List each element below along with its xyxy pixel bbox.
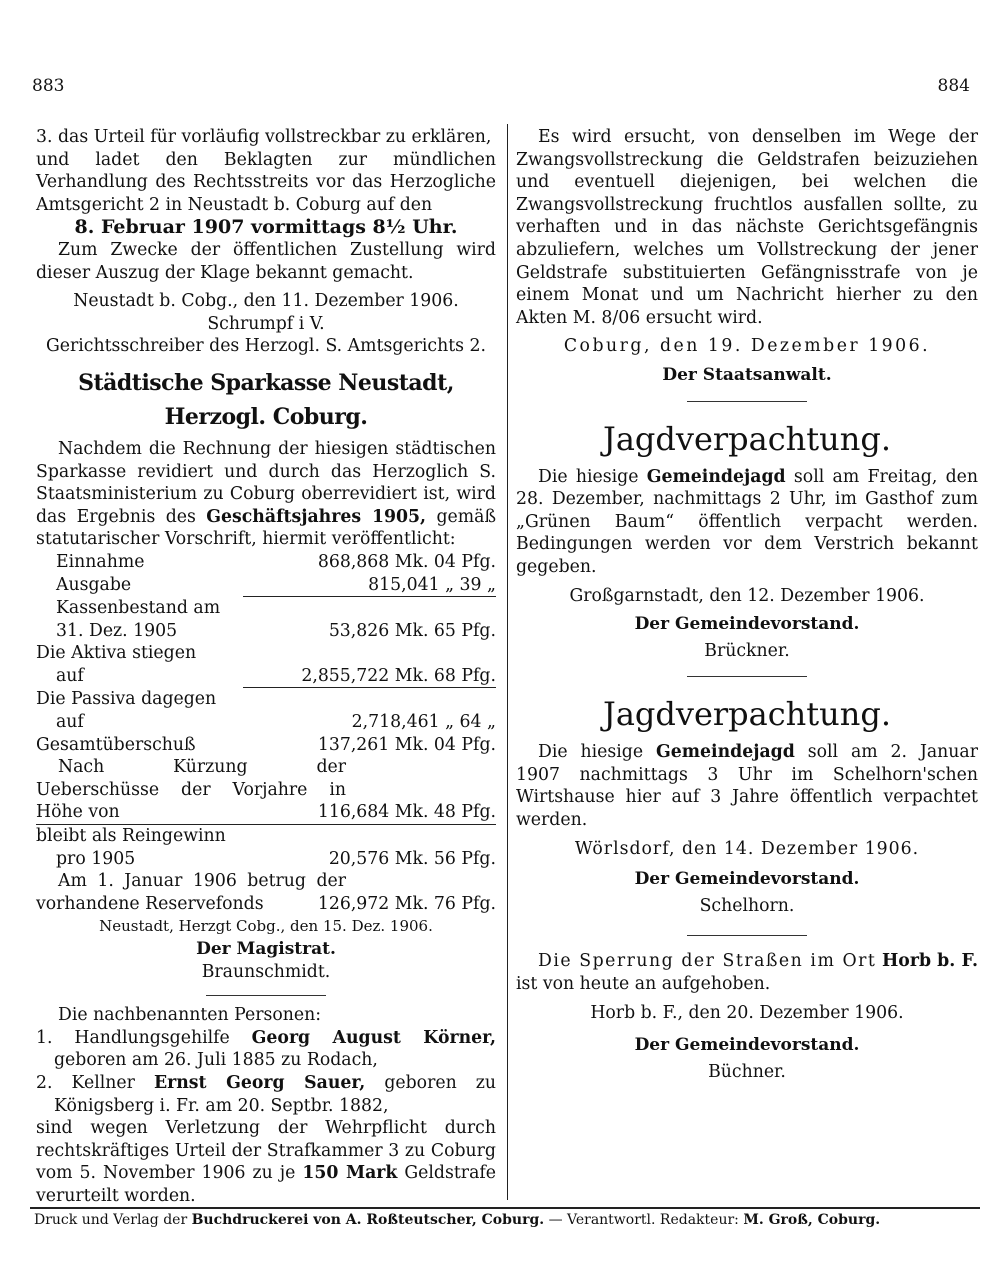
separator-right-1 [687, 401, 807, 402]
row-gesamt [36, 734, 496, 757]
jagd2-heading: Jagdverpachtung. [602, 695, 891, 734]
person1-pre: 1. Handlungsgehilfe [36, 1027, 230, 1048]
coburg-date: Coburg, den 19. Dezember 1906. [563, 336, 931, 357]
footer-redakteur: M. Groß, Coburg. [743, 1212, 881, 1228]
passiva-label-1: Die Passiva dagegen [36, 689, 217, 710]
row-ausgabe [36, 574, 496, 597]
magistrat-name: Braunschmidt. [201, 961, 331, 982]
sperrung-text: Die Sperrung der Straßen im Ort [538, 951, 877, 972]
clerk-name: Schrumpf i V. [207, 313, 325, 334]
einnahme-label: Einnahme [56, 551, 145, 572]
ladet-paragraph: und ladet den Beklagten zur mündlichen Verhandlung des Rechtsstreits vor das Herzogliche Amtsgericht 2 in Neustadt b. Coburg auf den [36, 149, 496, 215]
horb-name: Büchner. [708, 1061, 786, 1082]
jagd2-text: soll am 2. Januar 1907 nachmittags 3 Uhr im Schelhorn'schen Wirtshause hier auf 3 Jahre öffentlich verpachtet werden. [516, 742, 978, 831]
jagd1-bold: Gemeindejagd [646, 466, 786, 487]
left-column [36, 126, 496, 1208]
kassen-value: 53,826 Mk. 65 Pfg. [328, 620, 496, 641]
ausgabe-value: 815,041 „ 39 „ [243, 574, 496, 597]
sparkasse-text: Nachdem die Rechnung der hiesigen städtischen Sparkasse revidiert und durch das Herzoglich S. Staatsministerium zu Coburg oberrevidiert ist, wird das Ergebnis des [36, 438, 496, 527]
footer-verantwortl: — Verantwortl. Redakteur: [548, 1212, 739, 1228]
januar-paragraph: Am 1. Januar 1906 betrug der vorhandene Reservefonds [36, 871, 346, 914]
jagd1-heading: Jagdverpachtung. [602, 419, 891, 458]
footer-druck: Druck und Verlag der [34, 1212, 188, 1228]
person1-post: geboren am 26. Juli 1885 zu Rodach, [54, 1050, 378, 1071]
aktiva-label-2: auf [56, 666, 84, 687]
footer [34, 1212, 984, 1228]
jagd2-bold: Gemeindejagd [655, 742, 795, 763]
rein-label-2: pro 1905 [56, 848, 136, 869]
sparkasse-tail: gemäß statutarischer Vorschrift, hiermit veröffentlicht: [36, 506, 496, 550]
jagd1-pre: Die hiesige [538, 466, 639, 487]
footer-rule [30, 1207, 980, 1209]
persons-intro: Die nachbenannten Personen: [58, 1005, 322, 1026]
separator-right-3 [687, 935, 807, 936]
separator-right-2 [687, 676, 807, 677]
gesamt-value: 137,261 Mk. 04 Pfg. [317, 734, 496, 755]
passiva-value: 2,718,461 „ 64 „ [351, 712, 496, 733]
kassen-label-1: Kassenbestand am [56, 598, 221, 619]
kuerzung-paragraph: Nach Kürzung der Ueberschüsse der Vorjahre in Höhe von [36, 757, 346, 823]
sperrung-paragraph [516, 950, 978, 995]
horb-place: Horb b. F., den 20. Dezember 1906. [590, 1002, 904, 1023]
sperrung-tail: ist von heute an aufgehoben. [516, 974, 771, 995]
ausgabe-label: Ausgabe [56, 575, 132, 595]
row-rein-2 [36, 848, 496, 871]
clerk-office: Gerichtsschreiber des Herzogl. S. Amtsgerichts 2. [45, 336, 487, 357]
magistrat-place: Neustadt, Herzgt Cobg., den 15. Dez. 1906. [99, 917, 433, 936]
row-aktiva-1 [36, 642, 496, 665]
persons-tail: Geldstrafe verurteilt worden. [36, 1163, 496, 1206]
persons-text: sind wegen Verletzung der Wehrpflicht durch rechtskräftiges Urteil der Strafkammer 3 zu Coburg vom 5. November 1906 zu je [36, 1118, 496, 1184]
account-table [36, 551, 496, 756]
person1-name: Georg August Körner, [251, 1027, 496, 1048]
right-page-number: 884 [937, 76, 970, 96]
rein-table [36, 825, 496, 870]
row-kassen-2 [36, 620, 496, 643]
jagd1-paragraph [516, 466, 978, 579]
persons-fine: 150 Mark [302, 1163, 398, 1184]
right-column [516, 126, 978, 1083]
sperrung-bold: Horb b. F. [881, 951, 978, 972]
person-1 [36, 1027, 496, 1072]
row-einnahme [36, 551, 496, 574]
sparkasse-heading: Städtische Sparkasse Neustadt, Herzogl. Coburg. [78, 369, 454, 430]
jagd1-sig: Der Gemeindevorstand. [634, 614, 860, 635]
separator-left [206, 995, 326, 996]
jagd2-pre: Die hiesige [538, 742, 644, 763]
sparkasse-bold: Geschäftsjahres 1905, [206, 506, 427, 527]
zweck-paragraph: Zum Zwecke der öffentlichen Zustellung wird dieser Auszug der Klage bekannt gemacht. [36, 239, 496, 283]
januar-value: 126,972 Mk. 76 Pfg. [317, 893, 496, 914]
magistrat-title: Der Magistrat. [196, 939, 336, 959]
jagd2-name: Schelhorn. [699, 895, 795, 916]
aktiva-label-1: Die Aktiva stiegen [36, 643, 197, 664]
person2-post: geboren zu Königsberg i. Fr. am 20. Septbr. 1882, [54, 1072, 496, 1116]
passiva-label-2: auf [56, 712, 84, 733]
kassen-label-2: 31. Dez. 1905 [56, 620, 178, 641]
neustadt-date: Neustadt b. Cobg., den 11. Dezember 1906. [73, 291, 459, 312]
horb-sig: Der Gemeindevorstand. [634, 1035, 860, 1056]
jagd2-place: Wörlsdorf, den 14. Dezember 1906. [574, 838, 920, 859]
rein-value: 20,576 Mk. 56 Pfg. [328, 848, 496, 869]
staatsanwalt: Der Staatsanwalt. [662, 364, 832, 385]
aktiva-value: 2,855,722 Mk. 68 Pfg. [243, 665, 496, 688]
persons-paragraph [36, 1117, 496, 1207]
jagd2-paragraph [516, 741, 978, 831]
person-2 [36, 1072, 496, 1117]
einnahme-value: 868,868 Mk. 04 Pfg. [317, 551, 496, 572]
hearing-date [36, 216, 496, 239]
kuerzung-value: 116,684 Mk. 48 Pfg. [36, 801, 496, 825]
hearing-date-text: 8. Februar 1907 vormittags 8½ Uhr. [74, 216, 458, 239]
rein-label-1: bleibt als Reingewinn [36, 826, 226, 847]
footer-druckerei: Buchdruckerei von A. Roßteutscher, Coburg. [191, 1212, 545, 1228]
row-kassen-1 [36, 597, 496, 620]
row-rein-1 [36, 825, 496, 848]
jagd1-place: Großgarnstadt, den 12. Dezember 1906. [569, 585, 925, 606]
person2-pre: 2. Kellner [36, 1072, 135, 1093]
gesamt-label: Gesamtüberschuß [36, 734, 196, 755]
item-3: 3. das Urteil für vorläufig vollstreckbar zu erklären, [36, 127, 492, 147]
ersucht-paragraph: Es wird ersucht, von denselben im Wege der Zwangsvollstreckung die Geldstrafen beizuziehen und eventuell diejenigen, bei welchen die Zwangsvollstreckung fruchtlos ausfallen sollte, zu verhaften und in das nächste Gerichtsgefängnis abzuliefern, welches um Vollstreckung der jener Geldstrafe substituierten Gefängnisstrafe von je einem Monat und um Nachricht hierher zu den Akten M. 8/06 ersucht wird. [516, 127, 978, 328]
row-aktiva-2 [36, 665, 496, 688]
person2-name: Ernst Georg Sauer, [153, 1072, 366, 1093]
jagd1-name: Brückner. [704, 640, 790, 661]
left-page-number: 883 [32, 76, 65, 96]
jagd2-sig: Der Gemeindevorstand. [634, 869, 860, 890]
jagd1-text: soll am Freitag, den 28. Dezember, nachmittags 2 Uhr, im Gasthof zum „Grünen Baum“ öffentlich verpacht werden. Bedingungen werden vor dem Verstrich bekannt gegeben. [516, 466, 979, 577]
row-passiva-2 [36, 711, 496, 734]
sparkasse-paragraph [36, 438, 496, 551]
row-passiva-1 [36, 688, 496, 711]
column-divider [507, 124, 508, 1200]
